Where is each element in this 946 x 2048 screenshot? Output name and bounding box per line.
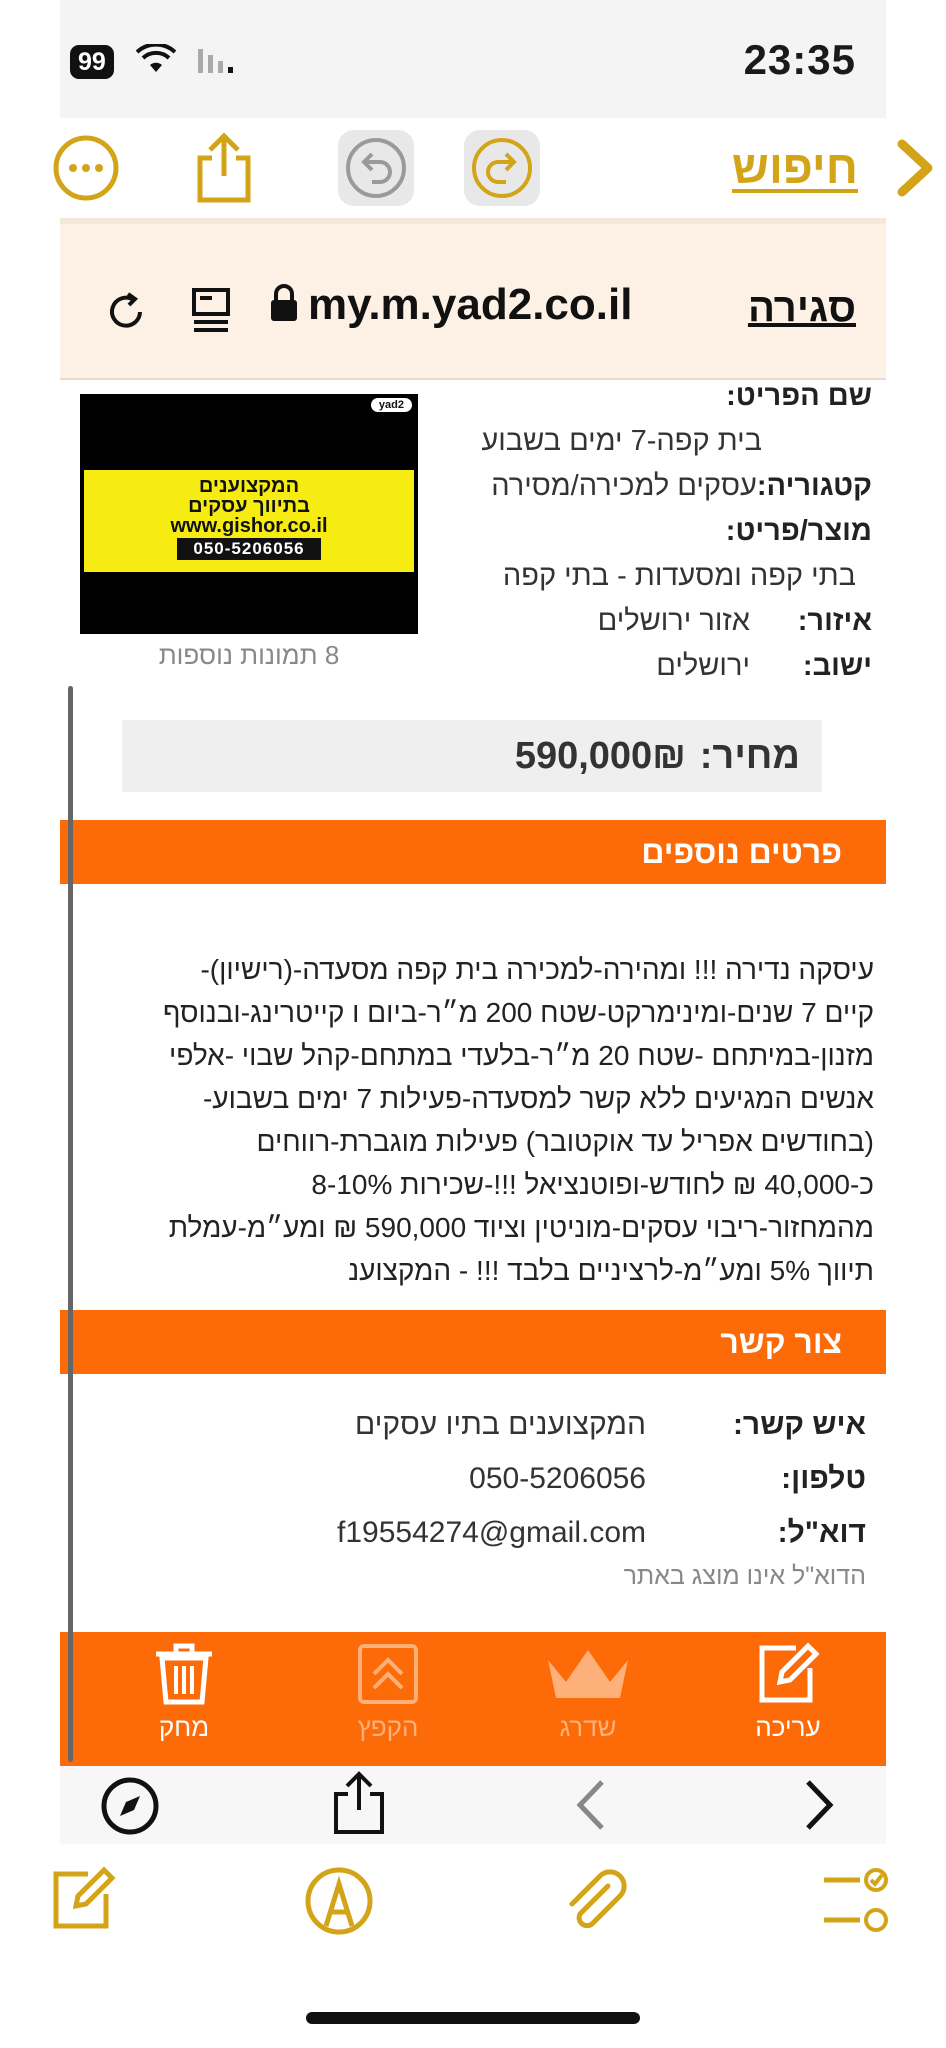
embedded-screenshot — [60, 218, 886, 1844]
battery-indicator: 99 — [70, 45, 114, 79]
notes-bottom-toolbar — [0, 1844, 946, 1964]
product-value: בתי קפה ומסעדות - בתי קפה — [502, 560, 856, 592]
category-label: קטגוריה: — [756, 470, 872, 502]
contact-person: המקצוענים בתיו עסקים — [354, 1408, 646, 1441]
area-label: איזור: — [797, 605, 872, 637]
paperclip-icon[interactable] — [560, 1866, 630, 1941]
city-label: ישוב: — [802, 650, 872, 682]
lock-icon — [270, 284, 298, 327]
description-line: אנשים המגיעים ללא קשר למסעדה-פעילות 7 ימים בשבוע- — [202, 1083, 874, 1114]
description-line: (בחודשים אפריל עד אוקטובר) פעילות מוגברת-רווחים — [256, 1126, 874, 1157]
email-label: דוא"ל: — [777, 1516, 866, 1549]
share-icon — [192, 132, 256, 204]
contact-details — [106, 1398, 866, 1560]
listing-image[interactable] — [80, 394, 418, 634]
phone-label: טלפון: — [781, 1462, 866, 1495]
status-bar — [60, 0, 886, 118]
upgrade-button[interactable]: שדרג — [528, 1642, 648, 1743]
price-label: מחיר: — [699, 734, 800, 777]
browser-address-bar — [60, 224, 886, 380]
bump-icon — [356, 1642, 420, 1706]
product-label: מוצר/פריט: — [725, 515, 872, 547]
crown-icon — [540, 1642, 636, 1706]
description-line: מזנון-במיתחם -שטח 20 מ״ר-בלעדי במתחם-קהל שבוי -אלפי — [169, 1040, 874, 1071]
edit-icon — [756, 1642, 820, 1706]
email-note: הדוא"ל אינו מוצג באתר — [623, 1562, 866, 1590]
bump-button[interactable]: הקפץ — [328, 1642, 448, 1743]
email-value[interactable]: f19554274@gmail.com — [337, 1516, 646, 1549]
markup-icon[interactable] — [304, 1866, 374, 1941]
description-line: מהמחזור-ריבוי עסקים-מוניטין וציוד 590,000 ₪ ומע״מ-עמלת — [168, 1212, 874, 1243]
listing-details — [432, 374, 872, 689]
listing-action-bar — [60, 1632, 886, 1766]
chevron-right-icon — [892, 138, 938, 198]
forward-arrow-icon[interactable] — [802, 1776, 838, 1839]
redo-button[interactable] — [464, 130, 540, 206]
back-arrow-icon[interactable] — [572, 1776, 608, 1839]
status-time: 23:35 — [743, 36, 856, 83]
notes-top-toolbar — [0, 118, 946, 218]
safari-toolbar — [60, 1766, 886, 1844]
wifi-icon — [136, 44, 176, 79]
contact-header: צור קשר — [60, 1310, 886, 1374]
close-link[interactable]: סגירה — [747, 286, 856, 330]
scroll-indicator[interactable] — [68, 686, 73, 1762]
contact-person-label: איש קשר: — [732, 1408, 866, 1441]
description-line: כ-40,000 ₪ לחודש-ופוטנציאל !!!-שכירות 8-10% — [311, 1169, 874, 1200]
ad-banner: המקצוענים בתיווך עסקים www.gishor.co.il 050-5206056 — [84, 470, 414, 572]
safari-share-icon[interactable] — [332, 1770, 386, 1841]
listing-description — [66, 948, 874, 1292]
redo-icon — [470, 136, 534, 200]
description-line: קיים 7 שנים-ומינימרקט-שטח 200 מ״ר-ביום ו קייטרינג-ובנוסף — [162, 997, 874, 1028]
undo-button[interactable] — [338, 130, 414, 206]
description-line: תיווך 5% ומע״מ-לרציניים בלבד !!! - המקצוענ — [348, 1255, 874, 1286]
price-box — [122, 720, 822, 792]
share-button[interactable] — [186, 130, 262, 206]
phone-value[interactable]: 050-5206056 — [469, 1462, 646, 1495]
more-photos-link[interactable]: 8 תמונות נוספות — [158, 640, 340, 670]
reload-icon[interactable] — [104, 290, 148, 339]
url-field[interactable] — [270, 280, 632, 330]
compass-icon[interactable] — [100, 1776, 160, 1841]
ellipsis-icon — [52, 134, 120, 202]
yad2-logo: yad2 — [371, 398, 412, 412]
url-text: my.m.yad2.co.il — [308, 280, 633, 329]
search-link[interactable]: חיפוש — [731, 141, 858, 193]
item-name-label: שם הפריט: — [726, 380, 872, 412]
cellular-signal-icon — [198, 45, 238, 78]
compose-icon[interactable] — [50, 1866, 116, 1937]
price-value: 590,000₪ — [514, 734, 686, 777]
city-value: ירושלים — [656, 650, 750, 682]
item-name: בית קפה-7 ימים בשבוע — [481, 425, 762, 457]
forward-button[interactable] — [892, 138, 938, 203]
checklist-icon[interactable] — [820, 1866, 890, 1941]
area-value: אזור ירושלים — [597, 605, 750, 637]
description-line: עיסקה נדירה !!! ומהירה-למכירה בית קפה מסעדה-(רישיון)- — [200, 954, 874, 985]
more-options-button[interactable] — [48, 130, 124, 206]
undo-icon — [344, 136, 408, 200]
more-details-header: פרטים נוספים — [60, 820, 886, 884]
edit-button[interactable]: עריכה — [728, 1642, 848, 1743]
reader-mode-icon[interactable] — [190, 286, 232, 341]
delete-button[interactable]: מחק — [124, 1642, 244, 1743]
home-indicator[interactable] — [306, 2012, 640, 2024]
category-value: עסקים למכירה/מסירה — [491, 470, 757, 502]
trash-icon — [152, 1642, 216, 1706]
